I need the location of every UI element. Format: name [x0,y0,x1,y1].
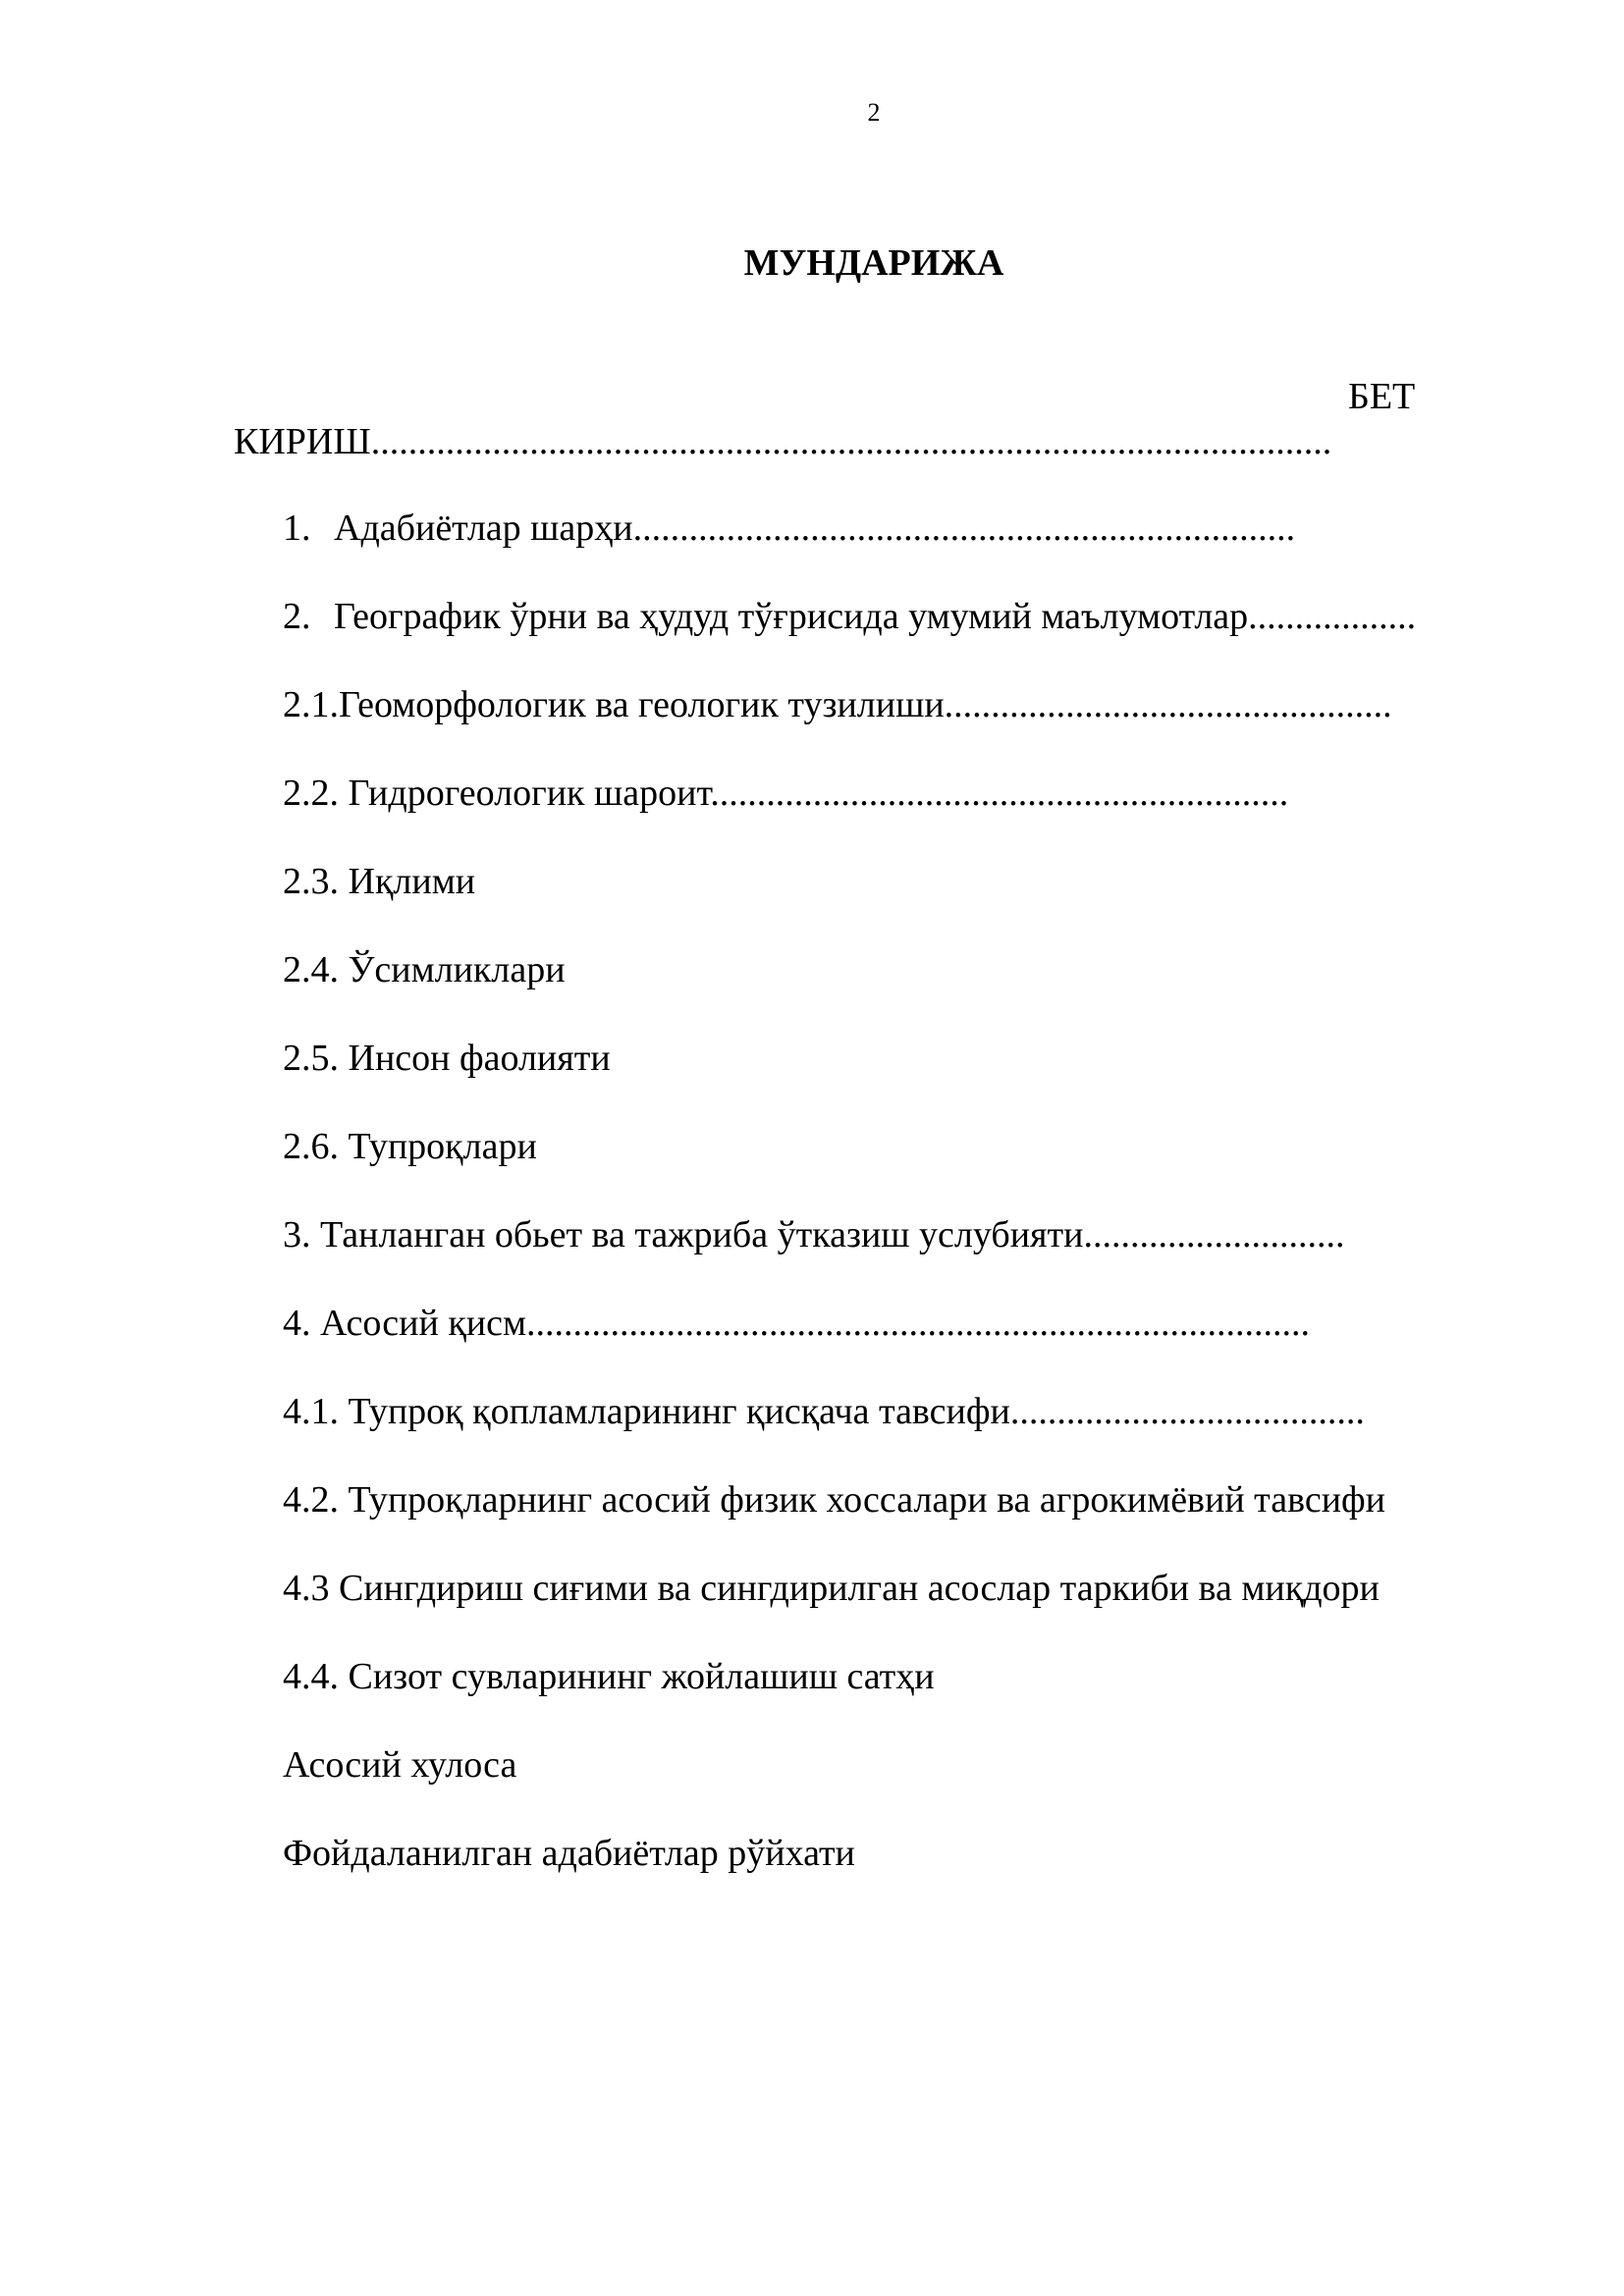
toc-entry-2-6: 2.6. Тупроқлари [283,1126,537,1167]
toc-entry-number: 2. [283,596,311,637]
toc-entry-2-2: 2.2. Гидрогеологик шароит.............................................................. [283,773,1289,814]
toc-entry-2-3: 2.3. Иқлими [283,861,476,902]
page-number: 2 [867,98,881,127]
toc-entry-4-3: 4.3 Сингдириш сиғими ва сингдирилган асослар таркиби ва миқдори [283,1568,1380,1609]
toc-entry-2-4: 2.4. Ўсимликлари [283,949,566,990]
toc-entry-intro: КИРИШ....................................................................................................... [234,421,1332,462]
toc-entry-1 [283,507,1295,550]
toc-entry-4-2: 4.2. Тупроқларнинг асосий физик хоссалари ва агрокимёвий тавсифи [283,1479,1385,1521]
toc-entry-references: Фойдаланилган адабиётлар рўйхати [283,1833,855,1874]
toc-entry-2 [283,595,1416,638]
toc-entry-2-1: 2.1.Геоморфологик ва геологик тузилиши................................................ [283,684,1392,725]
toc-entry-text: Географик ўрни ва ҳудуд тўғрисида умумий маълумотлар.................. [334,596,1417,637]
toc-entry-2-5: 2.5. Инсон фаолияти [283,1038,611,1079]
toc-entry-4-1: 4.1. Тупроқ қопламларининг қисқача тавсифи...................................... [283,1391,1365,1432]
toc-entry-4-4: 4.4. Сизот сувларининг жойлашиш сатҳи [283,1656,935,1697]
toc-entry-3: 3. Танланган обьет ва тажриба ўтказиш услубияти............................ [283,1214,1345,1255]
toc-entry-number: 1. [283,507,311,549]
toc-title: МУНДАРИЖА [743,242,1004,284]
toc-entry-4: 4. Асосий қисм.................................................................................... [283,1303,1311,1344]
toc-entry-conclusion: Асосий хулоса [283,1744,517,1786]
toc-entry-text: Адабиётлар шарҳи....................................................................... [334,507,1296,549]
page-column-header: БЕТ [1348,376,1416,417]
